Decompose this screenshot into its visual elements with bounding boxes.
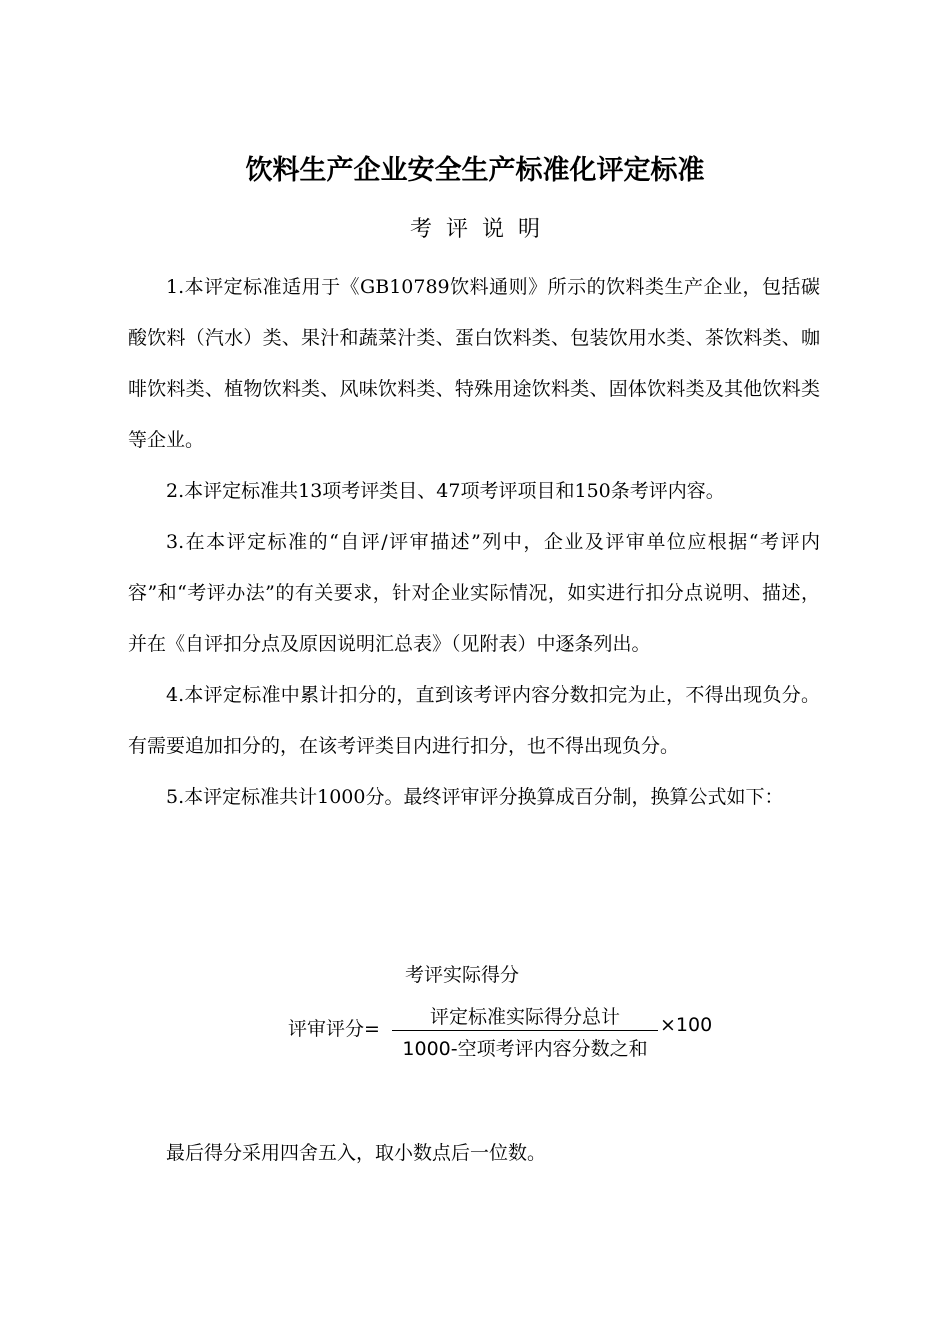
formula-numerator: 评定标准实际得分总计 — [429, 1006, 620, 1028]
final-note-text: 最后得分采用四舍五入，取小数点后一位数。 — [166, 1142, 547, 1164]
score-formula — [0, 958, 950, 1068]
formula-top-label: 考评实际得分 — [404, 964, 519, 986]
paragraph-5: 5.本评定标准共计1000分。最终评审评分换算成百分制，换算公式如下： — [166, 786, 784, 808]
document-title: 饮料生产企业安全生产标准化评定标准 — [245, 155, 705, 186]
fraction-bar — [392, 1030, 658, 1031]
instructions-body — [128, 262, 820, 823]
formula-denominator: 1000-空项考评内容分数之和 — [402, 1038, 648, 1060]
paragraph-2: 2.本评定标准共13项考评类目、47项考评项目和150条考评内容。 — [166, 480, 725, 502]
section-subtitle: 考评说明 — [409, 217, 554, 242]
final-note — [128, 1128, 820, 1179]
paragraph-3: 3.在本评定标准的“自评/评审描述”列中，企业及评审单位应根据“考评内容”和“考评办法”的有关要求，针对企业实际情况，如实进行扣分点说明、描述，并在《自评扣分点及原因说明汇总表》（见附表）中逐条列出。 — [128, 531, 820, 655]
paragraph-4: 4.本评定标准中累计扣分的，直到该考评内容分数扣完为止，不得出现负分。有需要追加扣分的，在该考评类目内进行扣分，也不得出现负分。 — [128, 684, 820, 757]
formula-multiplier: ×100 — [660, 1014, 713, 1036]
formula-lhs: 评审评分= — [288, 1018, 380, 1040]
paragraph-1: 1.本评定标准适用于《GB10789饮料通则》所示的饮料类生产企业，包括碳酸饮料（汽水）类、果汁和蔬菜汁类、蛋白饮料类、包装饮用水类、茶饮料类、咖啡饮料类、植物饮料类、风味饮料类、特殊用途饮料类、固体饮料类及其他饮料类等企业。 — [128, 276, 820, 451]
